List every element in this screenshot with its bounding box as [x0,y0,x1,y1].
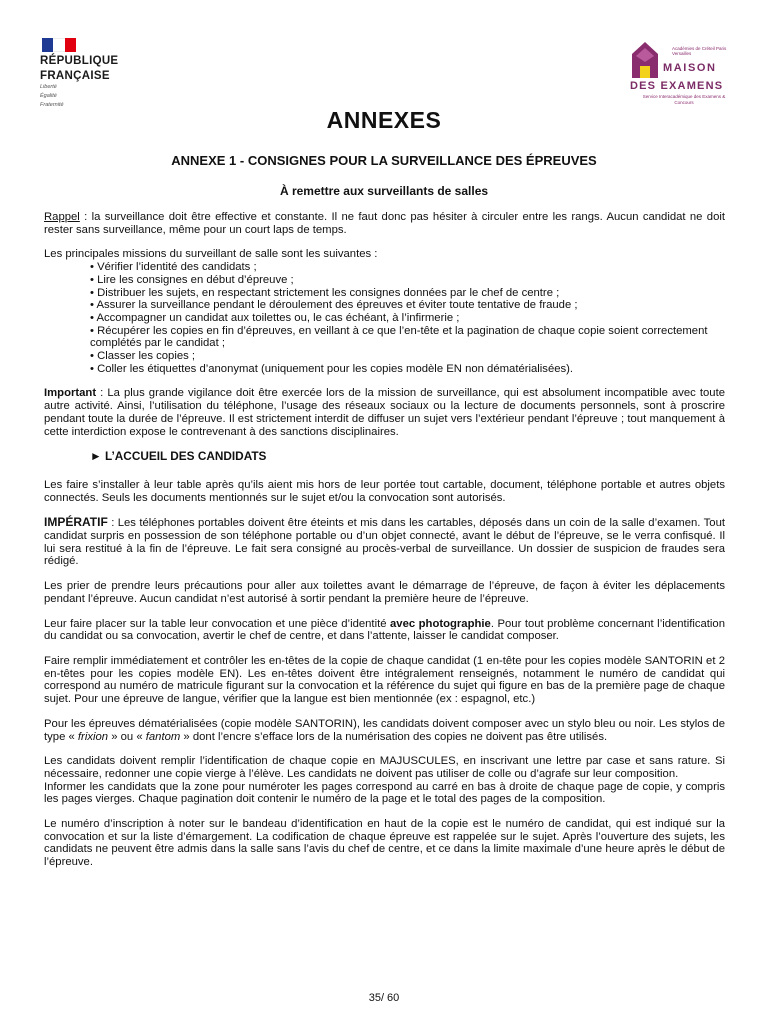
stylo-text-end: » dont l’encre s’efface lors de la numérisation des copies ne doivent pas être utilisés. [180,730,608,743]
convocation-text-start: Leur faire placer sur la table leur convocation et une pièce d’identité [44,617,391,630]
rf-name-line1: RÉPUBLIQUE [40,55,119,67]
mission-item: • Accompagner un candidat aux toilettes ou, le cas échéant, à l’infirmerie ; [90,311,460,324]
me-examens-text: DES EXAMENS [630,80,724,92]
convocation-bold-text: avec photographie [390,617,491,630]
rf-motto-fraternite: Fraternité [40,102,64,108]
rappel-paragraph [44,211,725,236]
entetes-paragraph: Faire remplir immédiatement et contrôler les en-têtes de la copie de chaque candidat (1 en-tête pour les copies modèle SANTORIN et 2 en-têtes pour les copies modèle EN). Les en-têtes doivent être intégralement renseignés, notamment le numéro de candidat qui correspond au numéro de matricule figurant sur la convocation et la référence du sujet qui figure en bas de la première page de chaque sujet. Pour une épreuve de langue, vérifier que la langue est bien mentionnée (ex : espagnol, etc.) [44,654,725,706]
missions-intro: Les principales missions du surveillant de salle sont les suivantes : [44,248,378,261]
annex-subtitle: À remettre aux surveillants de salles [279,184,489,198]
french-flag-icon [42,38,76,52]
page-title: ANNEXES [326,107,442,133]
page-number: 35/ 60 [368,992,400,1004]
me-service-text: Service Interacadémique des Examens & Concours [642,94,726,105]
rf-motto-egalite: Égalité [40,93,57,99]
imperatif-paragraph [44,516,725,568]
stylo-text-start: Pour les épreuves dématérialisées (copie modèle SANTORIN), les candidats doivent composer avec un stylo bleu ou noir. Les stylos de type « [44,717,725,743]
imperatif-text: : Les téléphones portables doivent être éteints et mis dans les cartables, déposés dans un coin de la salle d’examen. Tout candidat surpris en possession de son téléphone portable ou d’un objet connecté, avant le début de l’épreuve, se le verra confisqué. Il lui sera restitué à la fin de l’épreuve. Le fait sera consigné au procès-verbal de surveillance. Un dossier de suspicion de fraudes sera rédigé. [44,517,725,568]
rf-name-line2: FRANÇAISE [40,70,110,82]
important-label: Important [44,387,97,400]
majuscules-paragraph: Les candidats doivent remplir l’identification de chaque copie en MAJUSCULES, en inscrivant une lettre par case et sans rature. Si nécessaire, redonner une copie vierge à l’élève. Les candidats ne doivent pas utiliser de colle ou d’agrafe sur leur composition. [44,755,725,780]
toilettes-paragraph: Les prier de prendre leurs précautions pour aller aux toilettes avant le démarrage de l’épreuve, de façon à éviter les déplacements pendant l’épreuve. Aucun candidat n’est autorisé à sortir pendant la première heure de l’épreuve. [44,580,725,605]
convocation-text-end: . Pour tout problème concernant l’identification du candidat ou sa convocation, avertir le chef de centre, et dans l’attente, laisser le candidat composer. [44,617,725,643]
mission-item: • Récupérer les copies en fin d’épreuves, en veillant à ce que l’en-tête et la pagination de chaque copie soient correctement complétés par le candidat ; [90,324,708,350]
stylo-paragraph [44,718,725,743]
rappel-label: Rappel [44,211,80,223]
important-paragraph [44,387,725,438]
republique-francaise-logo [40,38,150,109]
inscription-paragraph: Le numéro d’inscription à noter sur le bandeau d’identification en haut de la copie est le numéro de candidat, qui est indiqué sur la convocation et sur la liste d’émargement. La codification de chaque épreuve est rappelée sur le sujet. Après l’ouverture des sujets, les candidats ne peuvent être admis dans la salle sans l’avis du chef de centre, et ce dans la limite maximale d’une heure après le début de l’épreuve. [44,818,725,869]
missions-list [44,261,725,375]
install-paragraph: Les faire s’installer à leur table après qu’ils aient mis hors de leur portée tout cartable, document, téléphone portable et autres objets connectés. Seuls les documents mentionnés sur le sujet et/ou la convocation sont autorisés. [44,478,725,504]
mission-item: • Lire les consignes en début d’épreuve ; [90,273,294,286]
rappel-text: : la surveillance doit être effective et constante. Il ne faut donc pas hésiter à circuler entre les rangs. Aucun candidat ne doit rester sans surveillance, même pour un court laps de temps. [44,211,725,236]
imperatif-label: IMPÉRATIF [44,515,108,530]
convocation-paragraph [44,618,725,643]
stylo-frixion: frixion [77,730,109,743]
mission-item: • Vérifier l’identité des candidats ; [90,261,257,274]
me-academies-text: Académies de Créteil Paris Versailles [672,46,727,56]
stylo-text-middle: » ou « [108,730,146,743]
mission-item: • Assurer la surveillance pendant le déroulement des épreuves et éviter toute tentative de fraude ; [90,299,578,312]
mission-item: • Distribuer les sujets, en respectant strictement les consignes données par le chef de centre ; [90,286,560,299]
rf-motto-liberte: Liberté [40,84,57,90]
annex-title: ANNEXE 1 - CONSIGNES POUR LA SURVEILLANCE DES ÉPREUVES [171,153,597,168]
stylo-fantom: fantom [145,730,181,743]
document-body [44,211,725,881]
section-heading-accueil: ► L’ACCUEIL DES CANDIDATS [90,449,267,464]
important-text: : La plus grande vigilance doit être exercée lors de la mission de surveillance, qui est absolument incompatible avec toute autre activité. Ainsi, l’utilisation du téléphone, l’usage des réseaux sociaux ou la lecture de documents personnels, sont à proscrire pendant toute la durée de l’épreuve. Il est strictement interdit de diffuser un sujet vers l’extérieur pendant l’épreuve ; tout manquement à cette interdiction expose le contrevenant à des sanctions disciplinaires. [44,387,725,438]
me-maison-text: MAISON [663,62,717,74]
pagination-paragraph: Informer les candidats que la zone pour numéroter les pages correspond au carré en bas à droite de chaque page de copie, y compris les pages vierges. Chaque pagination doit contenir le numéro de la page et le total des pages de la composition. [44,780,725,806]
mission-item: • Coller les étiquettes d’anonymat (uniquement pour les copies modèle EN non dématérialisées). [90,362,574,375]
mission-item: • Classer les copies ; [90,350,196,363]
maison-house-icon [628,40,662,80]
